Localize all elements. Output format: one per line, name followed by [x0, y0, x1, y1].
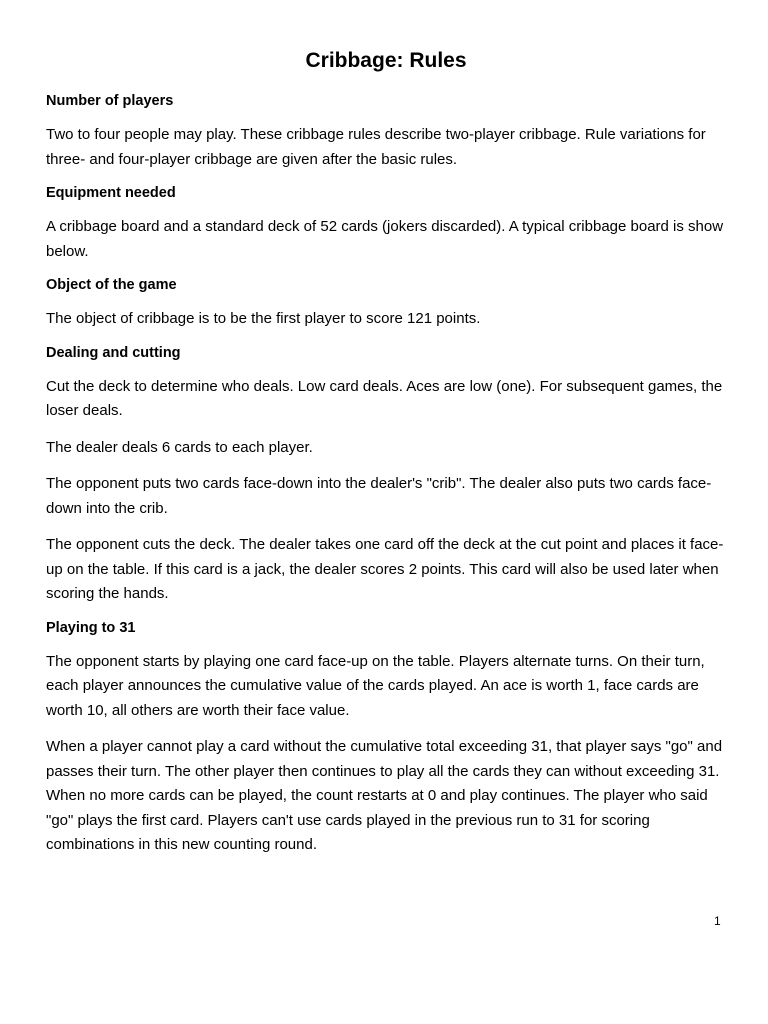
section-heading: Dealing and cutting: [46, 344, 181, 361]
section-playing-to-31: [46, 619, 726, 858]
paragraph: The dealer deals 6 cards to each player.: [46, 438, 313, 456]
paragraph: The opponent cuts the deck. The dealer takes one card off the deck at the cut point and places it face-up on the table. If this card is a jack, the dealer scores 2 points. This card will also be used later when scoring the hands.: [46, 536, 724, 602]
section-heading: Playing to 31: [46, 619, 136, 636]
paragraph: When a player cannot play a card without the cumulative total exceeding 31, that player says "go" and passes their turn. The other player then continues to play all the cards they can without exceeding 31. When no more cards can be played, the count restarts at 0 and play continues. The player who said "go" plays the first card. Players can't use cards played in the previous run to 31 for scoring combinations in this new counting round.: [46, 738, 723, 853]
paragraph: The object of cribbage is to be the first player to score 121 points.: [46, 310, 481, 327]
page-number: 1: [714, 914, 721, 928]
section-heading: Object of the game: [46, 277, 177, 293]
section-heading: Equipment needed: [46, 185, 176, 201]
paragraph: The opponent puts two cards face-down into the dealer's "crib". The dealer also puts two cards face-down into the crib.: [46, 475, 712, 517]
section-object-of-the-game: [46, 276, 726, 332]
paragraph: The opponent starts by playing one card face-up on the table. Players alternate turns. On their turn, each player announces the cumulative value of the cards played. An ace is worth 1, face cards are worth 10, all others are worth their face value.: [46, 652, 705, 719]
section-equipment-needed: [46, 184, 726, 264]
section-dealing-and-cutting: [46, 344, 726, 607]
section-number-of-players: [46, 92, 726, 172]
paragraph: Cut the deck to determine who deals. Low card deals. Aces are low (one). For subsequent games, the loser deals.: [46, 377, 723, 419]
section-heading: Number of players: [46, 93, 174, 109]
document-title: Cribbage: Rules: [305, 49, 467, 72]
paragraph: A cribbage board and a standard deck of 52 cards (jokers discarded). A typical cribbage board is show below.: [46, 218, 724, 260]
paragraph: Two to four people may play. These cribbage rules describe two-player cribbage. Rule variations for three- and four-player cribbage are given after the basic rules.: [46, 126, 706, 168]
document-page: [46, 47, 726, 870]
